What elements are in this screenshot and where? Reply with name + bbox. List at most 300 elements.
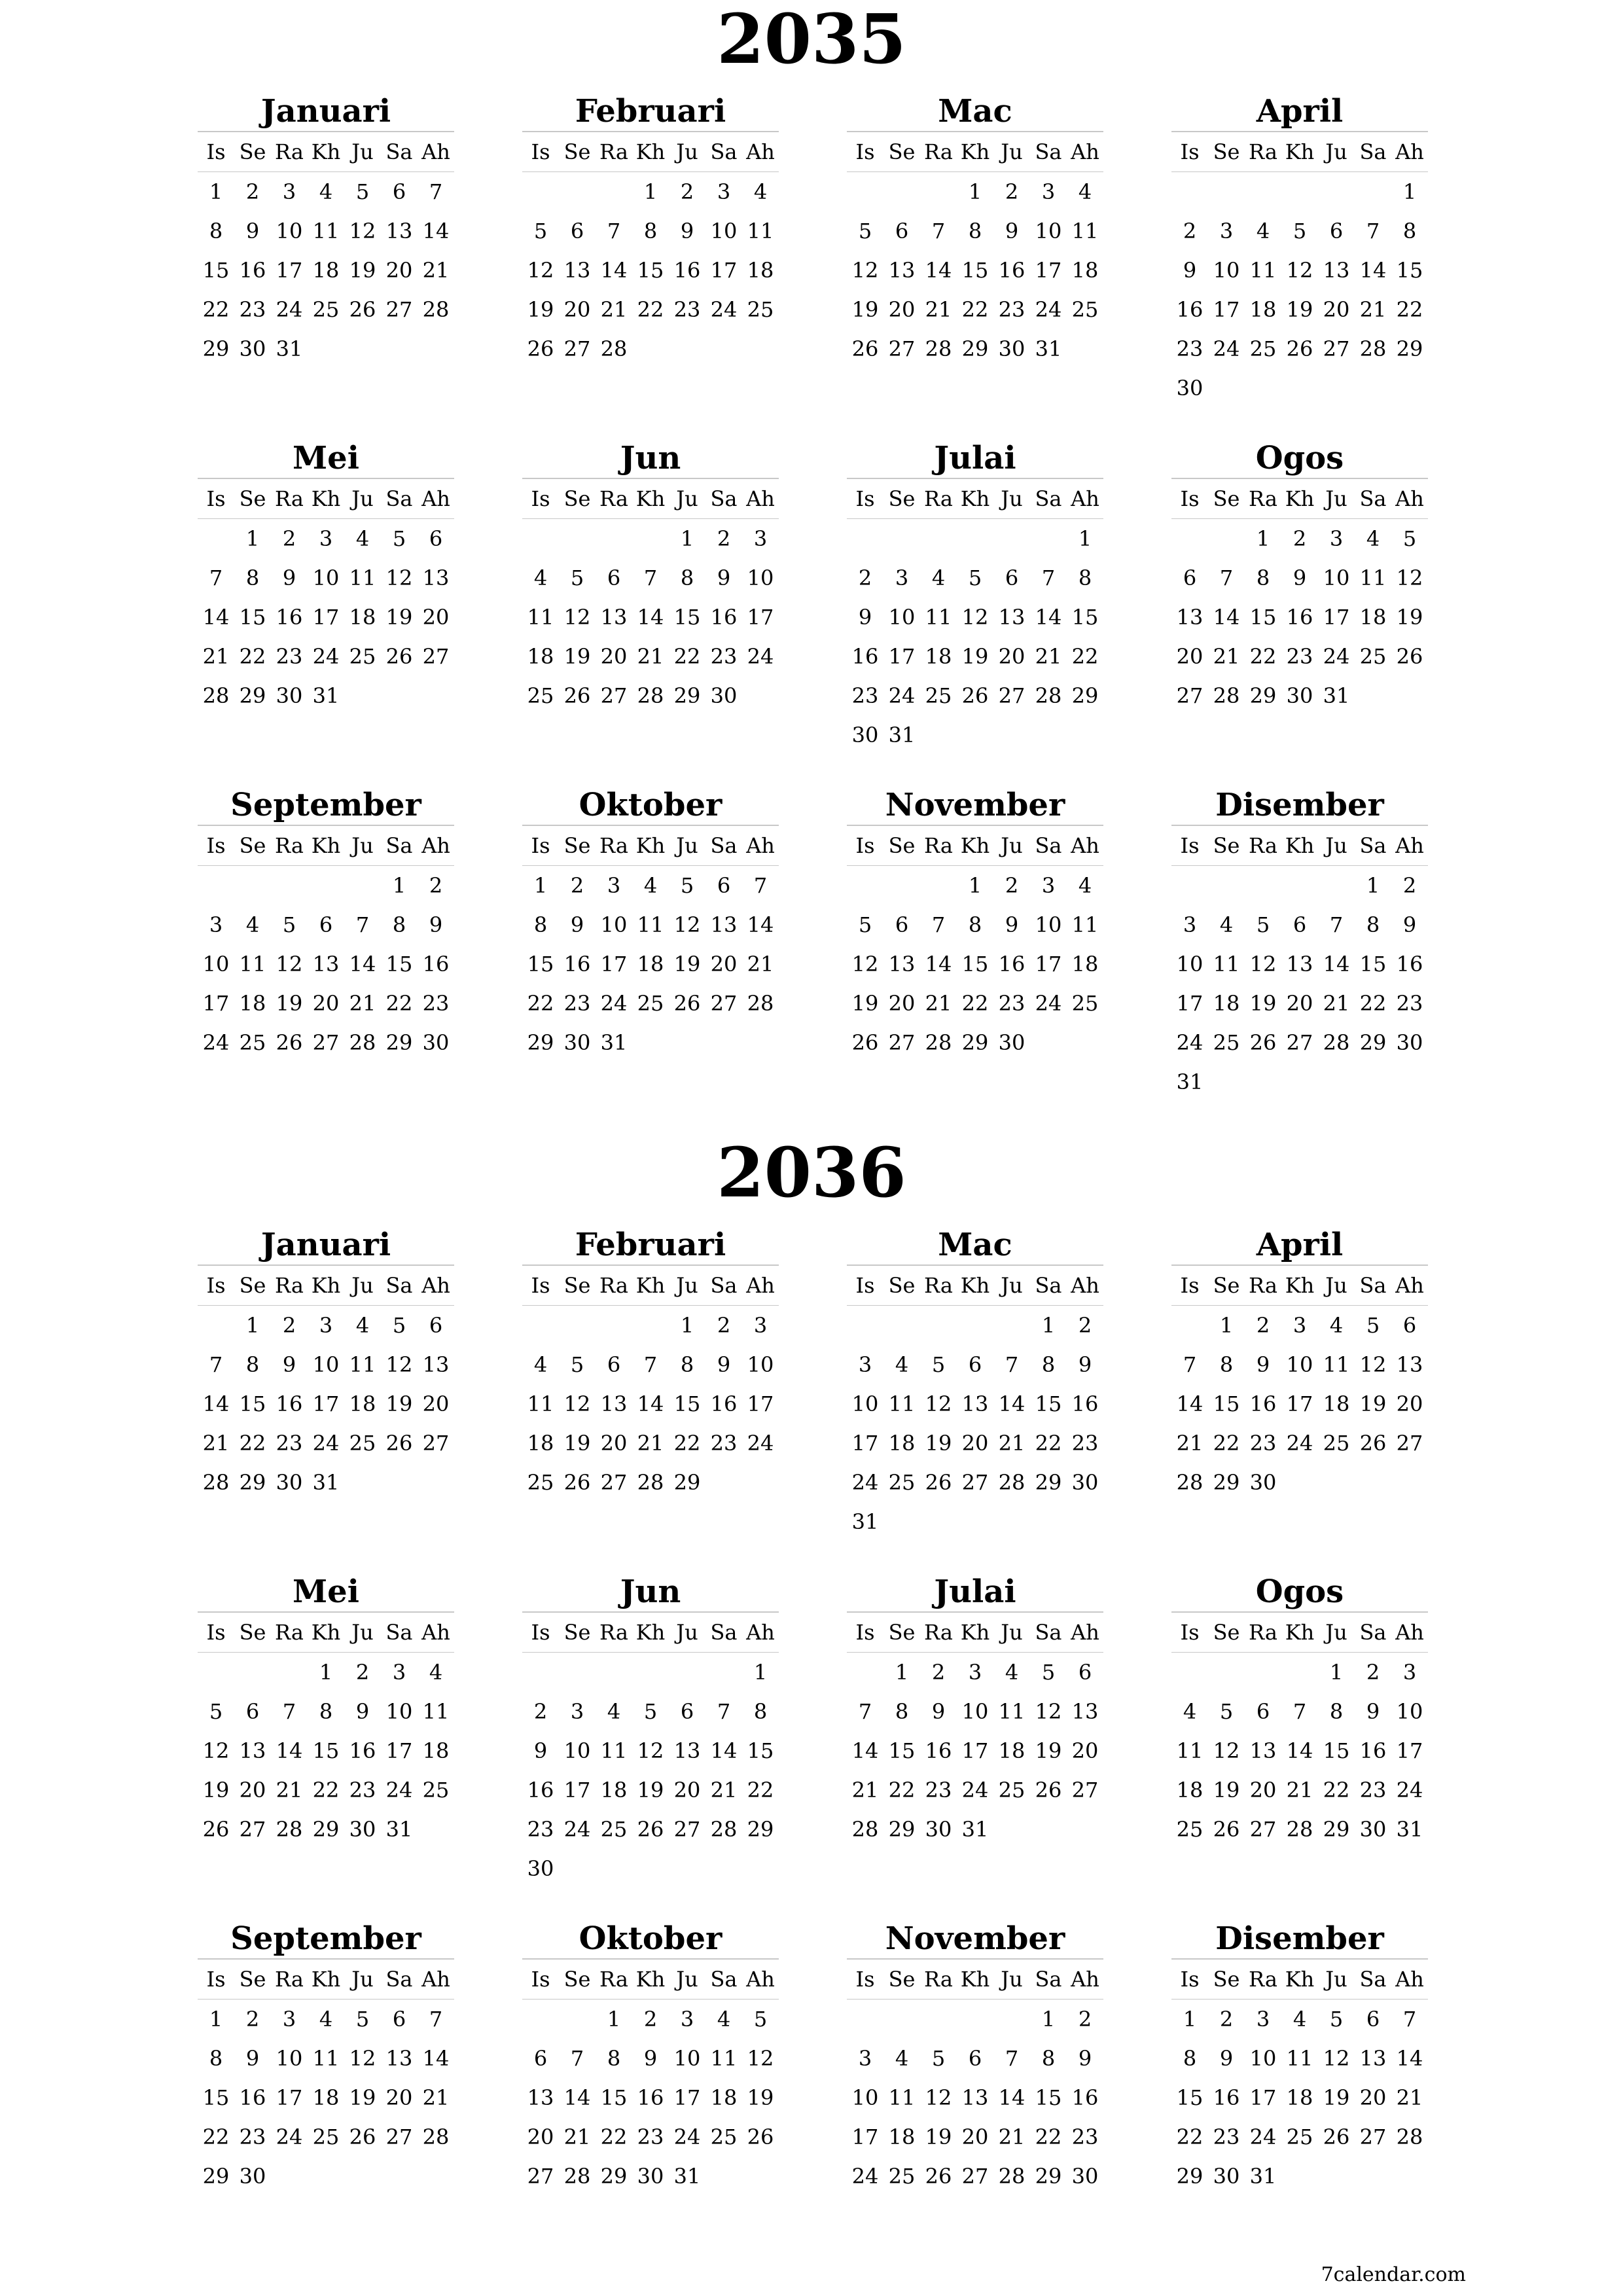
day-cell: 15 [202,258,230,283]
day-cell: 6 [429,526,443,551]
day-cell: 17 [312,605,340,630]
day-cell: 25 [925,683,952,708]
weekday-label: Is [198,479,234,519]
day-cell: 20 [600,644,628,669]
weekday-label: Ju [1318,132,1355,172]
day-cell: 9 [1078,2046,1092,2071]
day-cell: 26 [1213,1817,1240,1842]
weekday-label: Ju [1318,479,1355,519]
day-cell: 9 [282,1352,296,1377]
weekday-label: Ju [344,826,381,866]
day-cell: 8 [1402,219,1417,243]
empty-day-cell [883,1306,920,1345]
day-grid [198,1266,454,1502]
day-cell: 10 [1323,565,1350,590]
weekday-label: Kh [1281,1613,1318,1653]
empty-day-cell [522,1653,559,1692]
empty-day-cell [596,1653,632,1692]
month-calendar [198,1572,454,1849]
day-cell: 20 [312,991,340,1016]
day-cell: 7 [1402,2007,1417,2032]
weekday-label: Kh [308,1266,344,1306]
day-cell: 13 [1286,952,1313,977]
day-cell: 3 [858,1352,872,1377]
day-cell: 15 [1071,605,1099,630]
day-cell: 30 [710,683,738,708]
empty-day-cell [883,519,920,558]
day-cell: 23 [710,644,738,669]
weekday-label: Ra [920,132,957,172]
day-cell: 18 [998,1738,1026,1763]
weekday-label: Ra [1245,479,1281,519]
day-cell: 14 [998,2085,1026,2110]
day-cell: 6 [533,2046,548,2071]
day-cell: 7 [429,2007,443,2032]
day-cell: 20 [888,991,916,1016]
day-cell: 15 [1396,258,1423,283]
day-cell: 19 [925,2125,952,2149]
weekday-label: Se [1208,1613,1245,1653]
weekday-label: Is [847,1266,883,1306]
day-cell: 28 [998,1470,1026,1495]
day-cell: 30 [1249,1470,1277,1495]
day-cell: 2 [717,1313,731,1338]
day-cell: 18 [888,2125,916,2149]
day-cell: 10 [673,2046,701,2071]
weekday-label: Ra [1245,132,1281,172]
month-name: Disember [1171,785,1428,826]
weekday-label: Kh [957,826,993,866]
weekday-label: Se [883,132,920,172]
day-cell: 12 [673,912,701,937]
day-cell: 16 [637,2085,664,2110]
day-cell: 19 [637,1778,664,1803]
day-cell: 26 [385,1431,413,1456]
day-cell: 28 [925,1030,952,1055]
day-cell: 16 [1359,1738,1387,1763]
weekday-label: Sa [1030,1960,1067,2000]
day-cell: 27 [998,683,1026,708]
day-cell: 28 [1035,683,1062,708]
day-cell: 20 [961,2125,989,2149]
day-cell: 4 [1078,179,1092,204]
day-cell: 28 [422,2125,450,2149]
day-cell: 2 [533,1699,548,1724]
day-cell: 3 [282,2007,296,2032]
day-cell: 14 [600,258,628,283]
day-cell: 25 [1286,2125,1313,2149]
weekday-label: Ju [993,132,1030,172]
day-cell: 2 [282,526,296,551]
day-cell: 24 [1176,1030,1204,1055]
day-cell: 10 [385,1699,413,1724]
day-cell: 10 [747,565,774,590]
day-cell: 23 [925,1778,952,1803]
day-cell: 12 [563,1391,591,1416]
weekday-label: Kh [308,1960,344,2000]
day-cell: 14 [925,952,952,977]
day-cell: 16 [563,952,591,977]
day-cell: 31 [1396,1817,1423,1842]
day-cell: 9 [355,1699,370,1724]
day-cell: 24 [888,683,916,708]
day-cell: 3 [1183,912,1197,937]
day-cell: 27 [1396,1431,1423,1456]
day-cell: 1 [1078,526,1092,551]
day-cell: 7 [1005,1352,1019,1377]
day-cell: 27 [312,1030,340,1055]
day-cell: 20 [1249,1778,1277,1803]
weekday-label: Sa [1355,826,1391,866]
day-cell: 17 [747,1391,774,1416]
weekday-label: Se [883,826,920,866]
weekday-label: Se [883,1266,920,1306]
empty-day-cell [883,172,920,211]
day-cell: 15 [1035,1391,1062,1416]
day-cell: 2 [245,179,260,204]
day-cell: 24 [312,1431,340,1456]
day-cell: 24 [1249,2125,1277,2149]
day-cell: 20 [239,1778,266,1803]
day-cell: 10 [1035,912,1062,937]
day-cell: 8 [1183,2046,1197,2071]
day-cell: 22 [312,1778,340,1803]
day-cell: 16 [710,1391,738,1416]
weekday-label: Is [522,1613,559,1653]
day-cell: 25 [1176,1817,1204,1842]
weekday-label: Ah [1067,479,1103,519]
day-cell: 2 [355,1660,370,1685]
day-cell: 17 [563,1778,591,1803]
day-cell: 30 [276,683,303,708]
day-cell: 18 [600,1778,628,1803]
day-cell: 24 [961,1778,989,1803]
month-name: November [847,785,1103,826]
day-cell: 24 [851,1470,879,1495]
day-cell: 4 [319,2007,333,2032]
day-cell: 20 [1286,991,1313,1016]
weekday-label: Ra [1245,1266,1281,1306]
weekday-label: Sa [1355,132,1391,172]
month-name: Ogos [1171,439,1428,479]
day-cell: 19 [851,991,879,1016]
empty-day-cell [1245,866,1281,905]
day-cell: 20 [385,258,413,283]
day-cell: 6 [1366,2007,1380,2032]
empty-day-cell [920,1306,957,1345]
day-cell: 5 [931,1352,946,1377]
weekday-label: Sa [1355,1613,1391,1653]
day-cell: 11 [1071,219,1099,243]
weekday-label: Ju [993,1960,1030,2000]
day-cell: 30 [1071,1470,1099,1495]
day-cell: 16 [1249,1391,1277,1416]
day-cell: 11 [925,605,952,630]
day-cell: 4 [1078,873,1092,898]
day-cell: 13 [1249,1738,1277,1763]
empty-day-cell [1171,866,1208,905]
day-cell: 4 [355,1313,370,1338]
day-cell: 6 [968,1352,982,1377]
month-calendar [1171,785,1428,1102]
day-cell: 27 [1071,1778,1099,1803]
day-cell: 5 [858,912,872,937]
day-cell: 11 [349,565,376,590]
day-cell: 8 [209,2046,223,2071]
day-cell: 4 [895,2046,909,2071]
day-cell: 21 [637,1431,664,1456]
day-cell: 15 [673,605,701,630]
empty-day-cell [559,172,596,211]
weekday-label: Sa [381,826,418,866]
weekday-label: Is [1171,479,1208,519]
weekday-label: Ju [1318,1960,1355,2000]
day-cell: 15 [239,1391,266,1416]
day-cell: 24 [1035,991,1062,1016]
day-cell: 15 [1359,952,1387,977]
day-cell: 29 [1396,336,1423,361]
day-cell: 4 [1329,1313,1344,1338]
weekday-label: Ah [418,479,454,519]
day-cell: 3 [1256,2007,1270,2032]
day-cell: 21 [1286,1778,1313,1803]
day-cell: 27 [888,336,916,361]
day-cell: 28 [851,1817,879,1842]
day-cell: 24 [1213,336,1240,361]
day-cell: 17 [1396,1738,1423,1763]
day-cell: 18 [925,644,952,669]
day-cell: 17 [276,258,303,283]
empty-day-cell [198,519,234,558]
day-cell: 12 [637,1738,664,1763]
weekday-label: Ra [920,1613,957,1653]
day-cell: 10 [600,912,628,937]
empty-day-cell [669,1653,705,1692]
day-cell: 10 [276,219,303,243]
day-cell: 29 [1359,1030,1387,1055]
day-cell: 2 [1256,1313,1270,1338]
month-name: Disember [1171,1919,1428,1960]
day-cell: 27 [385,297,413,322]
day-cell: 13 [961,2085,989,2110]
day-cell: 31 [385,1817,413,1842]
day-cell: 14 [925,258,952,283]
empty-day-cell [234,1653,271,1692]
day-grid [1171,1960,1428,2196]
empty-day-cell [1171,1306,1208,1345]
day-cell: 16 [710,605,738,630]
day-cell: 27 [1286,1030,1313,1055]
day-cell: 27 [888,1030,916,1055]
day-cell: 13 [527,2085,554,2110]
day-cell: 8 [680,565,694,590]
day-cell: 23 [1071,2125,1099,2149]
day-cell: 10 [747,1352,774,1377]
day-cell: 25 [422,1778,450,1803]
day-cell: 12 [1035,1699,1062,1724]
day-cell: 26 [563,1470,591,1495]
day-cell: 16 [349,1738,376,1763]
day-cell: 6 [968,2046,982,2071]
day-cell: 18 [710,2085,738,2110]
empty-day-cell [993,1306,1030,1345]
weekday-label: Kh [632,1613,669,1653]
day-grid [847,1960,1103,2196]
month-calendar [847,1919,1103,2196]
day-cell: 26 [673,991,701,1016]
day-cell: 3 [1219,219,1234,243]
day-cell: 11 [312,219,340,243]
weekday-label: Sa [381,1960,418,2000]
day-cell: 30 [637,2164,664,2189]
day-cell: 31 [1035,336,1062,361]
day-cell: 2 [717,526,731,551]
day-cell: 26 [1035,1778,1062,1803]
day-cell: 3 [1041,179,1056,204]
day-cell: 31 [851,1509,879,1534]
day-cell: 24 [563,1817,591,1842]
day-cell: 29 [747,1817,774,1842]
day-cell: 18 [527,644,554,669]
day-cell: 1 [680,1313,694,1338]
day-cell: 8 [968,219,982,243]
day-grid [847,826,1103,1062]
day-cell: 15 [385,952,413,977]
day-cell: 22 [673,644,701,669]
day-cell: 23 [349,1778,376,1803]
day-cell: 22 [600,2125,628,2149]
weekday-label: Ah [1391,1960,1428,2000]
weekday-label: Ju [669,1960,705,2000]
day-cell: 24 [1323,644,1350,669]
empty-day-cell [847,519,883,558]
weekday-label: Se [883,479,920,519]
month-name: Jun [522,439,779,479]
weekday-label: Is [198,1960,234,2000]
weekday-label: Ju [993,1266,1030,1306]
weekday-label: Kh [957,1960,993,2000]
day-cell: 2 [1293,526,1307,551]
day-cell: 31 [1176,1069,1204,1094]
month-calendar [522,1919,779,2196]
day-cell: 17 [600,952,628,977]
weekday-label: Ra [920,1266,957,1306]
day-cell: 8 [209,219,223,243]
day-cell: 4 [895,1352,909,1377]
weekday-label: Kh [1281,132,1318,172]
day-cell: 5 [1041,1660,1056,1685]
day-cell: 1 [1041,2007,1056,2032]
day-cell: 8 [1041,1352,1056,1377]
day-cell: 25 [1213,1030,1240,1055]
day-cell: 1 [1183,2007,1197,2032]
day-cell: 13 [1359,2046,1387,2071]
day-cell: 30 [1176,376,1204,401]
day-cell: 27 [710,991,738,1016]
day-cell: 20 [1176,644,1204,669]
month-name: September [198,785,454,826]
day-cell: 22 [1035,2125,1062,2149]
day-cell: 19 [673,952,701,977]
day-cell: 13 [385,219,413,243]
day-grid [198,132,454,368]
empty-day-cell [847,1306,883,1345]
day-cell: 4 [1256,219,1270,243]
day-cell: 30 [998,1030,1026,1055]
day-cell: 1 [533,873,548,898]
day-cell: 28 [1213,683,1240,708]
day-cell: 20 [1071,1738,1099,1763]
day-cell: 23 [276,1431,303,1456]
weekday-label: Sa [381,1613,418,1653]
day-cell: 11 [888,1391,916,1416]
day-cell: 18 [637,952,664,977]
day-cell: 30 [527,1856,554,1881]
empty-day-cell [1245,1653,1281,1692]
day-cell: 28 [1359,336,1387,361]
day-cell: 26 [385,644,413,669]
weekday-label: Se [1208,1266,1245,1306]
day-cell: 15 [673,1391,701,1416]
day-cell: 22 [1359,991,1387,1016]
day-cell: 9 [1402,912,1417,937]
weekday-label: Is [1171,1613,1208,1653]
day-cell: 11 [527,605,554,630]
day-cell: 15 [527,952,554,977]
weekday-label: Ra [596,1960,632,2000]
weekday-label: Is [1171,1960,1208,2000]
day-cell: 8 [1041,2046,1056,2071]
day-cell: 31 [1249,2164,1277,2189]
month-name: November [847,1919,1103,1960]
month-name: Oktober [522,785,779,826]
day-cell: 15 [202,2085,230,2110]
footer-brand: 7calendar.com [1321,2263,1466,2286]
weekday-label: Kh [1281,1960,1318,2000]
day-cell: 8 [392,912,406,937]
day-cell: 19 [385,605,413,630]
day-cell: 17 [710,258,738,283]
weekday-label: Ra [1245,1613,1281,1653]
day-cell: 17 [202,991,230,1016]
day-cell: 6 [319,912,333,937]
day-cell: 5 [643,1699,658,1724]
day-cell: 22 [673,1431,701,1456]
day-cell: 10 [1176,952,1204,977]
day-cell: 1 [753,1660,768,1685]
day-cell: 21 [851,1778,879,1803]
day-cell: 19 [527,297,554,322]
weekday-label: Kh [632,1266,669,1306]
day-cell: 27 [1176,683,1204,708]
day-cell: 28 [349,1030,376,1055]
day-cell: 24 [312,644,340,669]
day-cell: 3 [1041,873,1056,898]
day-cell: 6 [429,1313,443,1338]
day-cell: 18 [1323,1391,1350,1416]
day-cell: 7 [717,1699,731,1724]
day-cell: 13 [961,1391,989,1416]
day-cell: 18 [888,1431,916,1456]
empty-day-cell [559,1653,596,1692]
empty-day-cell [1245,172,1281,211]
day-cell: 3 [319,1313,333,1338]
day-cell: 10 [312,1352,340,1377]
day-cell: 29 [239,1470,266,1495]
day-cell: 16 [276,605,303,630]
empty-day-cell [1355,172,1391,211]
day-cell: 9 [282,565,296,590]
